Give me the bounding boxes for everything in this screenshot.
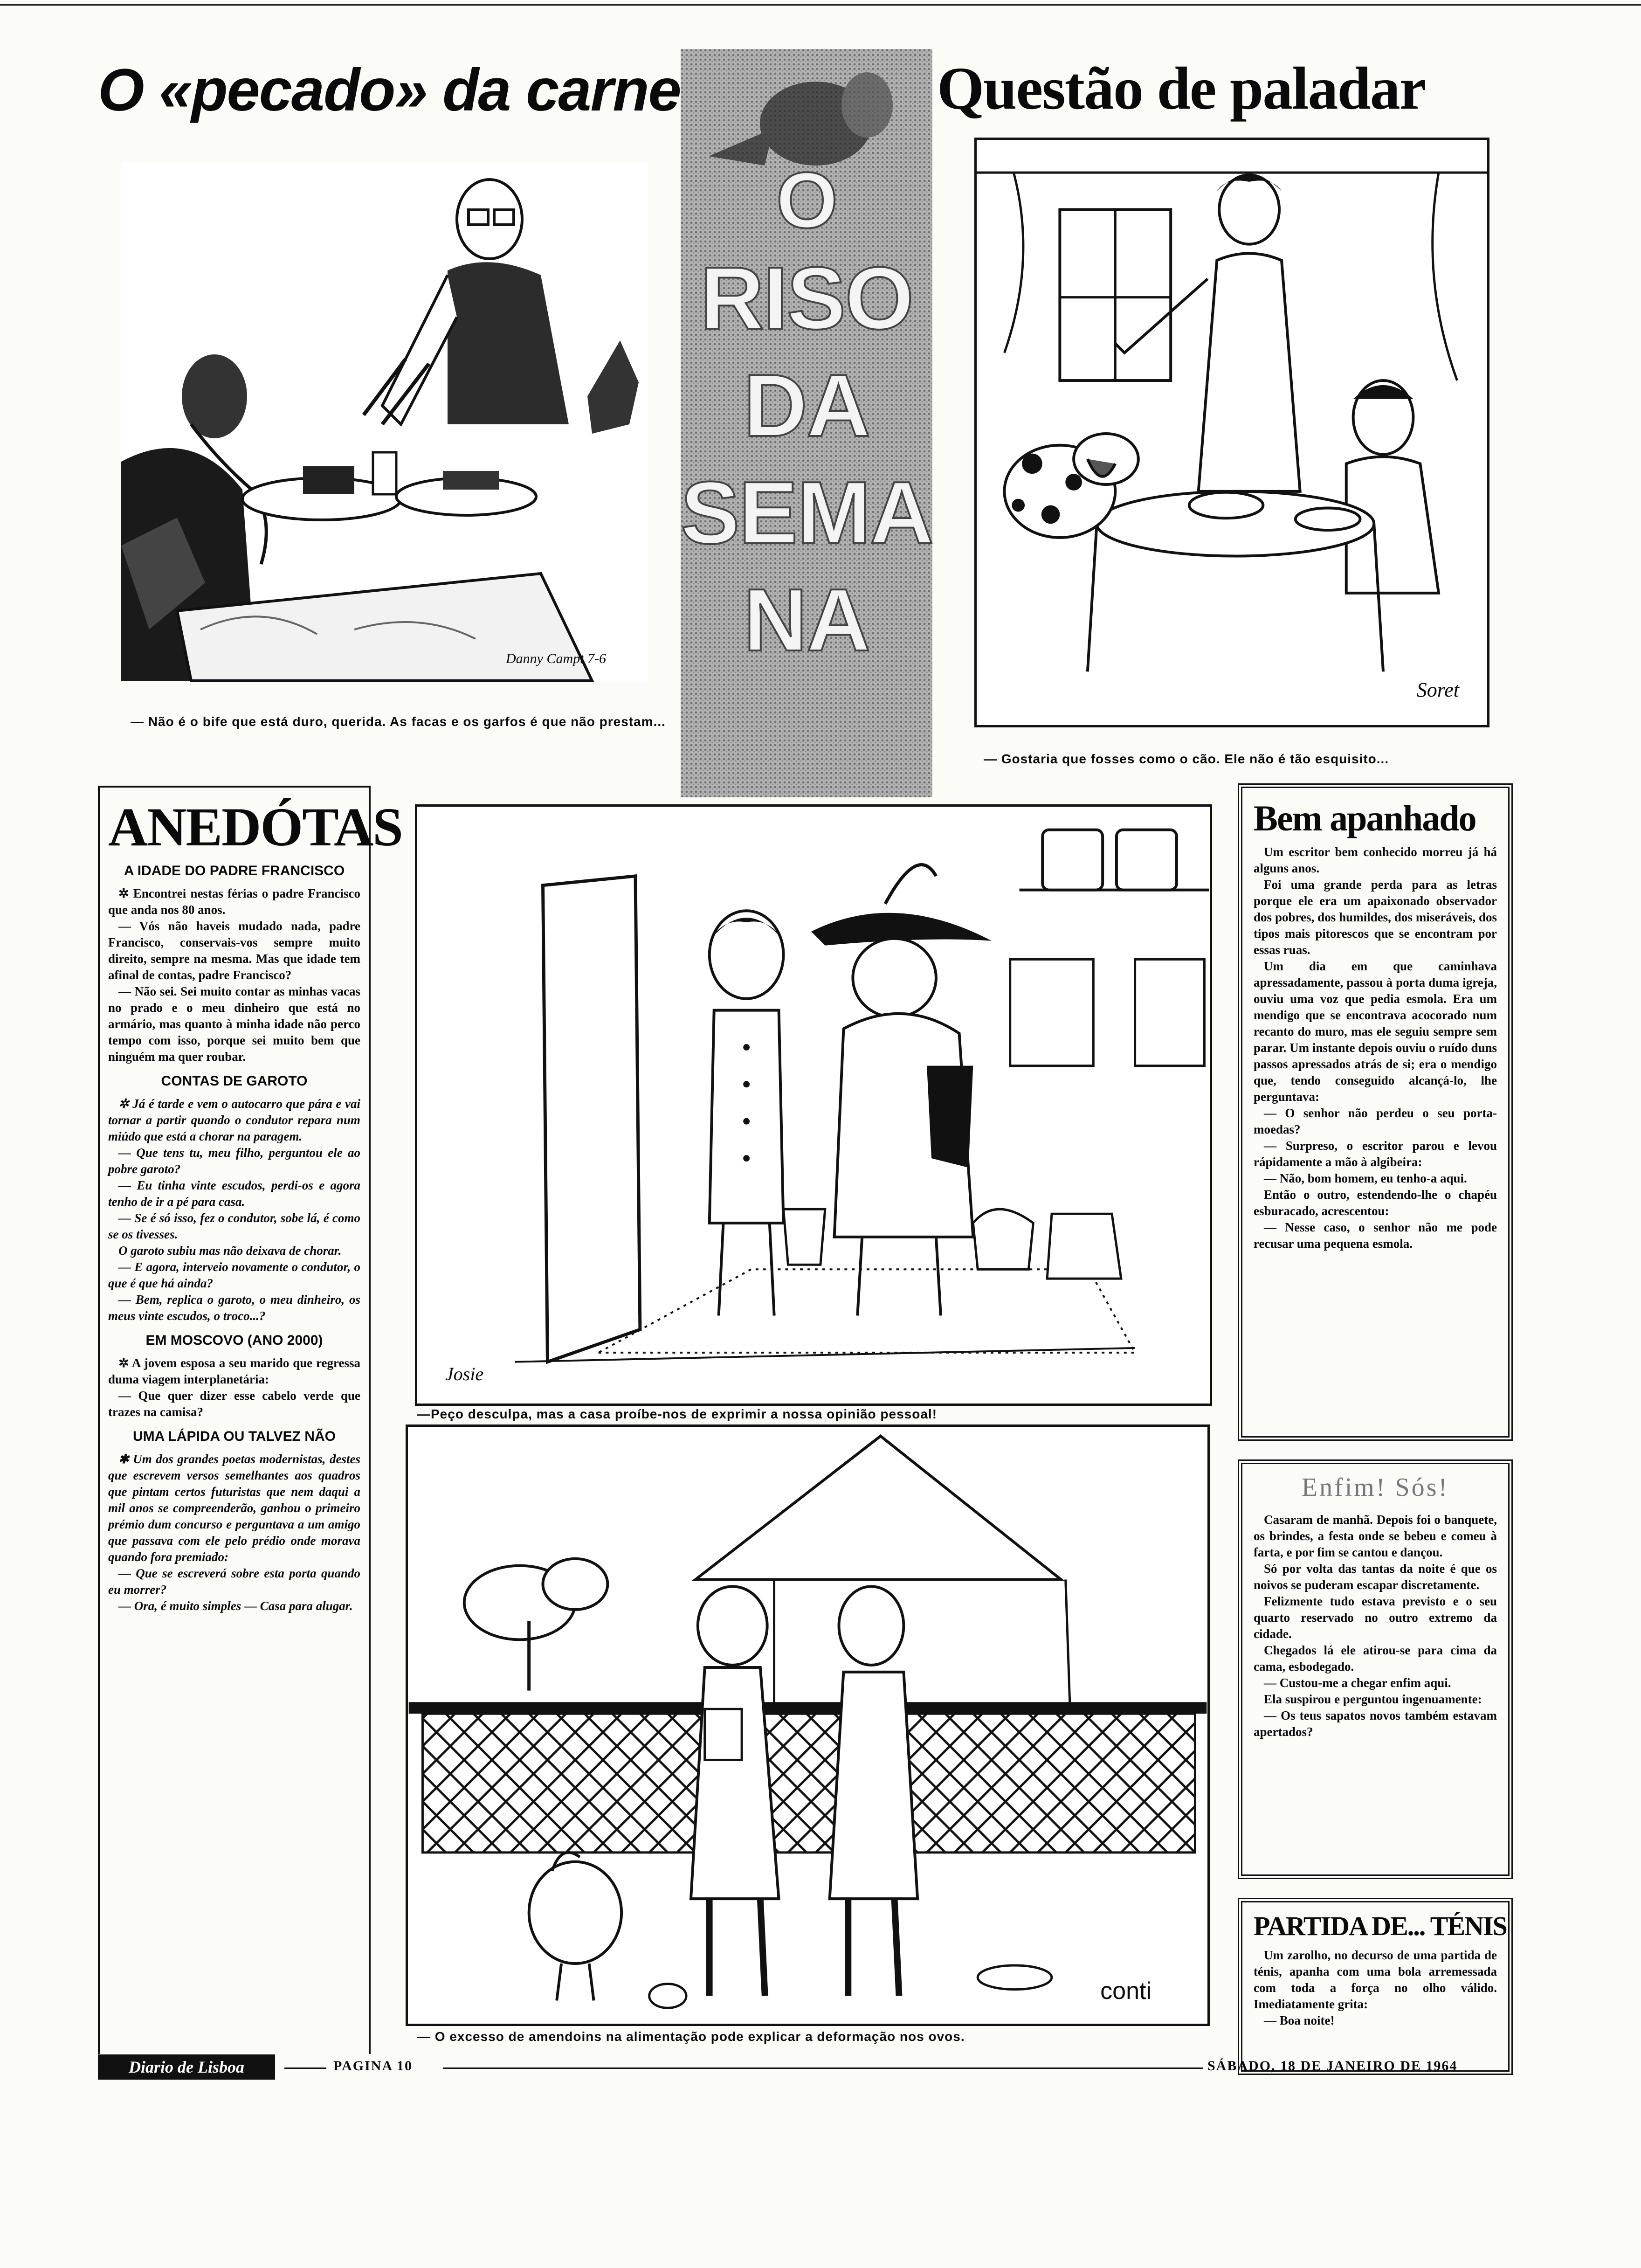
banner-line-o: O xyxy=(776,156,837,245)
cartoon-carne-caption-wrap xyxy=(75,713,667,730)
bem-apanhado-text xyxy=(1254,844,1497,1252)
footer-page: PAGINA 10 xyxy=(333,2058,413,2074)
bem-apanhado-p5: — Surpreso, o escritor parou e levou rápidamente a mão à algibeira: xyxy=(1254,1139,1497,1169)
anedota-heading: EM MOSCOVO (ANO 2000) xyxy=(145,1333,323,1348)
cartoon-carne-signature: Danny Campt 7-6 xyxy=(506,651,606,666)
anedota-paragraph: — Que se escreverá sobre esta porta quando eu morrer? xyxy=(108,1566,360,1597)
anedotas-column xyxy=(98,786,402,2054)
cartoon-paladar-signature: Soret xyxy=(1416,678,1459,701)
bem-apanhado-p6: — Não, bom homem, eu tenho-a aqui. xyxy=(1264,1171,1467,1185)
cartoon-espelho xyxy=(415,804,1212,1406)
cartoon-espelho-caption-wrap xyxy=(417,1406,1214,1423)
anedota-paragraph: ✲ Encontrei nestas férias o padre Francisco que anda nos 80 anos. xyxy=(108,886,360,917)
bem-apanhado-p8: — Nesse caso, o senhor não me pode recusar uma pequena esmola. xyxy=(1254,1220,1497,1251)
enfim-sos-title: Enfim! Sós! xyxy=(1301,1473,1449,1502)
bem-apanhado-p2: Foi uma grande perda para as letras porque ele era um apaixonado observador dos pobres, dos humildes, dos miseráveis, dos tipos mais pitorescos que se encontram por essas ruas. xyxy=(1254,878,1497,957)
top-rule xyxy=(0,4,1641,6)
partida-tenis-text xyxy=(1254,1947,1497,2029)
bem-apanhado-p4: — O senhor não perdeu o seu porta-moedas? xyxy=(1254,1106,1497,1136)
cartoon-carne xyxy=(121,163,648,681)
cartoon-amendoins-caption-wrap xyxy=(417,2028,1214,2045)
cartoon-amendoins xyxy=(406,1424,1210,2026)
enfim-sos-p6: Ela suspirou e perguntou ingenuamente: xyxy=(1264,1692,1482,1706)
bem-apanhado-title: Bem apanhado xyxy=(1254,798,1476,838)
headline-carne-text: O «pecado» da carne xyxy=(98,57,681,124)
cartoon-espelho-drawing xyxy=(417,807,1210,1404)
banner-line-na: NA xyxy=(743,571,870,670)
enfim-sos-p2: Só por volta das tantas da noite é que os noivos se puderam escapar discretamente. xyxy=(1254,1562,1497,1592)
enfim-sos-p5: — Custou-me a chegar enfim aqui. xyxy=(1264,1676,1451,1690)
footer-rule-2 xyxy=(443,2067,1203,2069)
anedota-paragraph: ✲ A jovem esposa a seu marido que regressa duma viagem interplanetária: xyxy=(108,1356,360,1386)
cartoon-paladar xyxy=(974,138,1489,727)
footer-date: SÁBADO, 18 DE JANEIRO DE 1964 xyxy=(1207,2058,1458,2074)
banner-line-da: DA xyxy=(743,356,870,455)
riso-da-semana-banner xyxy=(681,49,932,797)
anedota-heading: CONTAS DE GAROTO xyxy=(161,1073,308,1089)
cartoon-amendoins-caption: — O excesso de amendoins na alimentação pode explicar a deformação nos ovos. xyxy=(417,2029,965,2044)
enfim-sos-box xyxy=(1238,1459,1513,1879)
cartoon-amendoins-signature: conti xyxy=(1100,1978,1151,2005)
anedota-paragraph: — Vós não haveis mudado nada, padre Francisco, conservais-vos sempre muito direito, sempre na mesma. Mas que idade tem afinal de contas, padre Francisco? xyxy=(108,919,360,982)
anedotas-sections xyxy=(108,863,360,1614)
footer-rule-1 xyxy=(284,2067,326,2069)
bem-apanhado-p1: Um escritor bem conhecido morreu já há alguns anos. xyxy=(1254,845,1497,875)
anedota-paragraph: — Ora, é muito simples — Casa para alugar. xyxy=(118,1599,353,1613)
cartoon-espelho-signature: Josie xyxy=(445,1363,484,1384)
banner-line-sema: SEMA xyxy=(681,463,933,562)
anedota-paragraph: ✱ Um dos grandes poetas modernistas, destes que escrevem versos semelhantes aos quadros que pintam certos futuristas que nem daqui a mil anos se compreenderão, ganhou o primeiro prémio dum concurso e perguntava a um amigo que passava com ele pelo prédio onde morava quando fora premiado: xyxy=(108,1452,360,1564)
enfim-sos-p7: — Os teus sapatos novos também estavam apertados? xyxy=(1254,1708,1497,1739)
anedota-paragraph: — Que quer dizer esse cabelo verde que trazes na camisa? xyxy=(108,1389,360,1419)
cartoon-paladar-caption: — Gostaria que fosses como o cão. Ele não é tão esquisito... xyxy=(984,752,1389,766)
cartoon-paladar-drawing xyxy=(977,140,1487,725)
enfim-sos-p4: Chegados lá ele atirou-se para cima da cama, esbodegado. xyxy=(1254,1643,1497,1673)
partida-tenis-title: PARTIDA DE... TÉNIS xyxy=(1254,1911,1507,1941)
anedota-paragraph: — Que tens tu, meu filho, perguntou ele ao pobre garoto? xyxy=(108,1146,360,1176)
anedota-paragraph: — Bem, replica o garoto, o meu dinheiro, os meus vinte escudos, o troco...? xyxy=(108,1293,360,1323)
cartoon-paladar-caption-wrap xyxy=(984,751,1501,768)
anedota-paragraph: ✲ Já é tarde e vem o autocarro que pára e vai tornar a partir quando o condutor repara num miúdo que está a chorar na paragem. xyxy=(108,1097,360,1143)
cartoon-amendoins-drawing xyxy=(408,1427,1207,2024)
page-footer xyxy=(98,2052,1515,2084)
bem-apanhado-p7: Então o outro, estendendo-lhe o chapéu esburacado, acrescentou: xyxy=(1254,1188,1497,1218)
cartoon-espelho-caption: —Peço desculpa, mas a casa proíbe-nos de exprimir a nossa opinião pessoal! xyxy=(417,1407,938,1421)
anedota-paragraph: — Não sei. Sei muito contar as minhas vacas no prado e o meu dinheiro que está no armário, mas quanto à minha idade não perco tempo com isso, porque sei muito bem que ninguém ma quer roubar. xyxy=(108,984,360,1064)
partida-tenis-p1: Um zarolho, no decurso de uma partida de ténis, apanha com uma bola arremessada com toda a força no olho válido. Imediatamente grita: xyxy=(1254,1948,1497,2011)
enfim-sos-p1: Casaram de manhã. Depois foi o banquete, os brindes, a festa onde se bebeu e comeu à farta, e por fim se cantou e dançou. xyxy=(1254,1513,1497,1559)
anedota-paragraph: — Se é só isso, fez o condutor, sobe lá, é como se os tivesses. xyxy=(108,1211,360,1241)
anedota-heading: A IDADE DO PADRE FRANCISCO xyxy=(124,863,345,878)
headline-carne xyxy=(98,56,681,131)
footer-masthead: Diario de Lisboa xyxy=(98,2054,275,2080)
anedota-paragraph: O garoto subiu mas não deixava de chorar. xyxy=(118,1244,342,1258)
partida-tenis-p2: — Boa noite! xyxy=(1264,2013,1335,2027)
banner-lines xyxy=(681,156,932,674)
anedota-paragraph: — Eu tinha vinte escudos, perdi-os e agora tenho de ir a pé para casa. xyxy=(108,1178,360,1209)
cartoon-carne-drawing xyxy=(121,163,648,681)
anedotas-title: ANEDÓTAS xyxy=(108,796,402,857)
bem-apanhado-box xyxy=(1238,783,1513,1441)
anedota-heading: UMA LÁPIDA OU TALVEZ NÃO xyxy=(133,1429,336,1444)
anedota-paragraph: — E agora, interveio novamente o condutor, o que é que há ainda? xyxy=(108,1260,360,1290)
enfim-sos-p3: Felizmente tudo estava previsto e o seu quarto reservado no outro extremo da cidade. xyxy=(1254,1594,1497,1641)
partida-tenis-box xyxy=(1238,1898,1513,2075)
cartoon-carne-caption: — Não é o bife que está duro, querida. As facas e os garfos é que não prestam... xyxy=(131,714,666,729)
banner-line-riso: RISO xyxy=(700,249,913,348)
bem-apanhado-p3: Um dia em que caminhava apressadamente, passou à porta duma igreja, ouviu uma voz que pedia esmola. Era um mendigo que se encontrava acocorado num recanto do muro, mas ele seguiu sempre sem parar. Um instante depois ouviu o ruído duns passos apressados atrás de si; era o mendigo que, tendo conseguido alcançá-lo, lhe perguntava: xyxy=(1254,959,1497,1104)
enfim-sos-text xyxy=(1254,1512,1497,1740)
headline-paladar xyxy=(937,54,1552,128)
headline-paladar-text: Questão de paladar xyxy=(937,55,1426,122)
